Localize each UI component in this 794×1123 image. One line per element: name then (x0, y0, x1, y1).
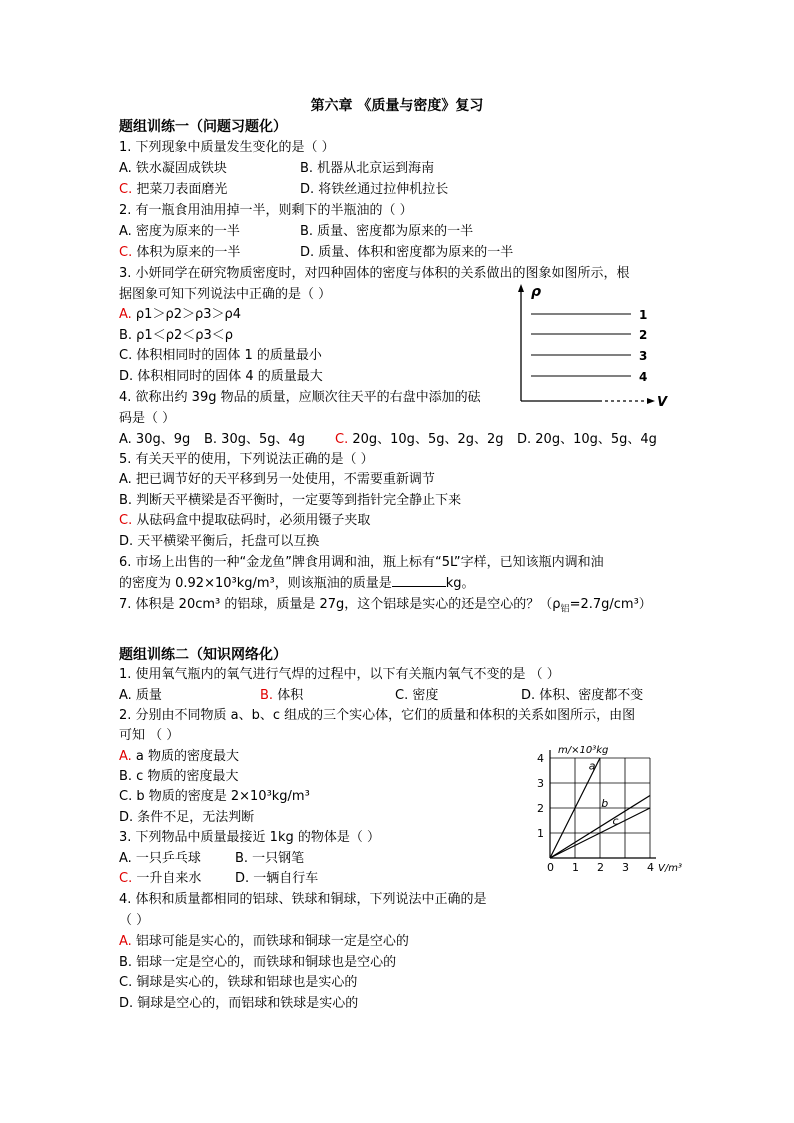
s1-q6-line2 (119, 574, 475, 594)
s1-q5-option-b: B. 判断天平横梁是否平衡时，一定要等到指针完全静止下来 (119, 493, 462, 508)
y-tick-label: 1 (537, 827, 544, 840)
s1-q1-options-row2 (119, 180, 449, 200)
s1-q3-option-a-letter: A. (119, 307, 132, 322)
s1-q6-line2-pre: 的密度为 0.92×10³kg/m³，则该瓶油的质量是 (119, 576, 392, 591)
s1-q2-options-row2 (119, 243, 514, 263)
line-4-label: 4 (639, 370, 648, 384)
s1-q4-options (119, 430, 657, 450)
x-tick-label: 0 (547, 861, 554, 874)
s1-q4-stem-line1: 4. 欲称出约 39g 物品的质量，应顺次往天平的右盘中添加的砝 (119, 390, 481, 405)
s1-q2-option-c: 体积为原来的一半 (132, 245, 241, 260)
s2-q2-option-a-row (119, 747, 239, 767)
s1-q1-option-c: 把菜刀表面磨光 (132, 182, 228, 197)
s1-q5-option-c: 从砝码盒中提取砝码时，必须用镊子夹取 (132, 513, 371, 528)
s2-q3-option-d: D. 一辆自行车 (235, 871, 319, 886)
s1-q6-line2-post: kg。 (445, 576, 475, 591)
s1-q3-option-b: B. ρ1＜ρ2＜ρ3＜ρ (119, 328, 234, 343)
x-tick-label: 2 (597, 861, 604, 874)
s1-q4-stem-line2: 码是（ ） (119, 411, 176, 426)
s1-q4-option-b: B. 30g、5g、4g (204, 432, 306, 447)
s1-q5-option-c-letter: C. (119, 513, 133, 528)
s1-q1-stem: 1. 下列现象中质量发生变化的是（ ） (119, 140, 335, 155)
section2-heading: 题组训练二（知识网络化） (119, 647, 287, 663)
s2-q1-stem: 1. 使用氧气瓶内的氧气进行气焊的过程中，以下有关瓶内氧气不变的是 （ ） (119, 667, 560, 682)
s2-q3-option-c: 一升自来水 (132, 871, 202, 886)
line-2-label: 2 (639, 328, 648, 342)
s2-q1-option-d: D. 体积、密度都不变 (521, 688, 644, 703)
s2-q1-option-c: C. 密度 (395, 688, 439, 703)
y-axis-label: m/×10³kg (558, 745, 609, 756)
s1-q3-option-d: D. 体积相同时的固体 4 的质量最大 (119, 369, 323, 384)
s1-q7 (119, 595, 652, 620)
series-label-a: a (588, 759, 596, 773)
s2-q2-option-a-letter: A. (119, 749, 132, 764)
s1-q2-stem: 2. 有一瓶食用油用掉一半，则剩下的半瓶油的（ ） (119, 203, 413, 218)
s2-q1-option-b-letter: B. (260, 688, 274, 703)
s1-q1-options-row1 (119, 159, 435, 179)
density-volume-graph (505, 282, 685, 412)
s2-q3-option-c-letter: C. (119, 871, 133, 886)
s1-q2-option-b: B. 质量、密度都为原来的一半 (300, 224, 474, 239)
x-tick-label: 1 (572, 861, 579, 874)
s2-q2-option-b: B. c 物质的密度最大 (119, 769, 239, 784)
s2-q4-option-b: B. 铝球一定是空心的，而铁球和铜球也是空心的 (119, 955, 397, 970)
s2-q4-option-a-row (119, 932, 409, 952)
s1-q3-option-c: C. 体积相同时的固体 1 的质量最小 (119, 348, 322, 363)
s1-q4-option-c: 20g、10g、5g、2g、2g (348, 432, 504, 447)
s1-q7-text-pre: 7. 体积是 20cm³ 的铝球，质量是 27g，这个铝球是实心的还是空心的？（ρ (119, 597, 561, 612)
s2-q2-option-d: D. 条件不足，无法判断 (119, 810, 255, 825)
y-axis-label: ρ (531, 284, 542, 300)
s2-q3-options-row2 (119, 869, 319, 889)
s1-q2-option-c-letter: C. (119, 245, 133, 260)
x-axis-arrow (647, 398, 655, 404)
s1-q4-option-c-letter: C. (335, 432, 349, 447)
page-title: 第六章 《质量与密度》复习 (310, 98, 484, 114)
s2-q2-stem-line1: 2. 分别由不同物质 a、b、c 组成的三个实心体，它们的质量和体积的关系如图所示，由图 (119, 708, 636, 723)
s2-q1-option-b: 体积 (273, 688, 304, 703)
s1-q1-option-d: D. 将铁丝通过拉伸机拉长 (300, 182, 449, 197)
line-1-label: 1 (639, 308, 648, 322)
x-tick-label: 4 (647, 861, 654, 874)
s1-q4-option-a: A. 30g、9g (119, 432, 191, 447)
s1-q7-subscript: 铝 (560, 604, 570, 615)
y-tick-label: 4 (537, 752, 544, 765)
s1-q2-options-row1 (119, 222, 474, 242)
s2-q4-option-a: 铝球可能是实心的，而铁球和铜球一定是空心的 (131, 934, 409, 949)
s2-q4-stem-line1: 4. 体积和质量都相同的铝球、铁球和铜球，下列说法中正确的是 (119, 892, 487, 907)
y-tick-label: 2 (537, 802, 544, 815)
s1-q3-option-a: ρ1＞ρ2＞ρ3＞ρ4 (131, 307, 242, 322)
s1-q3-option-a-row (119, 305, 241, 325)
s2-q1-option-a: A. 质量 (119, 688, 162, 703)
x-axis-label: V/m³ (658, 863, 682, 874)
s2-q3-options-row1 (119, 849, 305, 869)
s1-q1-option-b: B. 机器从北京运到海南 (300, 161, 435, 176)
s2-q4-option-c: C. 铜球是实心的，铁球和铝球也是实心的 (119, 975, 358, 990)
s2-q4-option-d: D. 铜球是空心的，而铝球和铁球是实心的 (119, 996, 359, 1011)
s2-q4-stem-line2: （ ） (119, 913, 150, 928)
mass-volume-chart (532, 730, 692, 878)
s1-q7-text-post: =2.7g/cm³） (569, 597, 652, 612)
section1-heading: 题组训练一（问题习题化） (119, 119, 287, 135)
x-tick-label: 3 (622, 861, 629, 874)
s1-q4-option-d: D. 20g、10g、5g、4g (517, 432, 657, 447)
line-3-label: 3 (639, 349, 648, 363)
s1-q3-stem-line2: 据图象可知下列说法中正确的是（ ） (119, 287, 332, 302)
s1-q5-option-a: A. 把已调节好的天平移到另一处使用，不需要重新调节 (119, 472, 435, 487)
answer-blank[interactable] (392, 574, 446, 587)
y-axis-arrow (518, 284, 524, 292)
s1-q1-option-c-letter: C. (119, 182, 133, 197)
x-axis-label: V (657, 395, 668, 410)
s2-q2-stem-line2: 可知 （ ） (119, 728, 180, 743)
s2-q2-option-c: C. b 物质的密度是 2×10³kg/m³ (119, 789, 310, 804)
s2-q3-option-a: A. 一只乒乓球 (119, 851, 201, 866)
s1-q5-option-c-row (119, 511, 370, 531)
s1-q2-option-d: D. 质量、体积和密度都为原来的一半 (300, 245, 514, 260)
s2-q2-option-a: a 物质的密度最大 (131, 749, 240, 764)
s1-q5-stem: 5. 有关天平的使用，下列说法正确的是（ ） (119, 452, 374, 467)
series-label-b: b (601, 796, 609, 810)
s1-q2-option-a: A. 密度为原来的一半 (119, 224, 240, 239)
s2-q4-option-a-letter: A. (119, 934, 132, 949)
s1-q6-line1: 6. 市场上出售的一种“金龙鱼”牌食用调和油，瓶上标有“5L”字样，已知该瓶内调和油 (119, 555, 604, 570)
s1-q5-option-d: D. 天平横梁平衡后，托盘可以互换 (119, 534, 320, 549)
y-tick-label: 3 (537, 777, 544, 790)
s1-q3-stem-line1: 3. 小妍同学在研究物质密度时，对四种固体的密度与体积的关系做出的图象如图所示，根 (119, 266, 630, 281)
s2-q3-option-b: B. 一只钢笔 (235, 851, 305, 866)
s2-q1-options (119, 686, 644, 706)
s1-q1-option-a: A. 铁水凝固成铁块 (119, 161, 227, 176)
s2-q3-stem: 3. 下列物品中质量最接近 1kg 的物体是（ ） (119, 830, 380, 845)
series-label-c: c (612, 814, 619, 828)
